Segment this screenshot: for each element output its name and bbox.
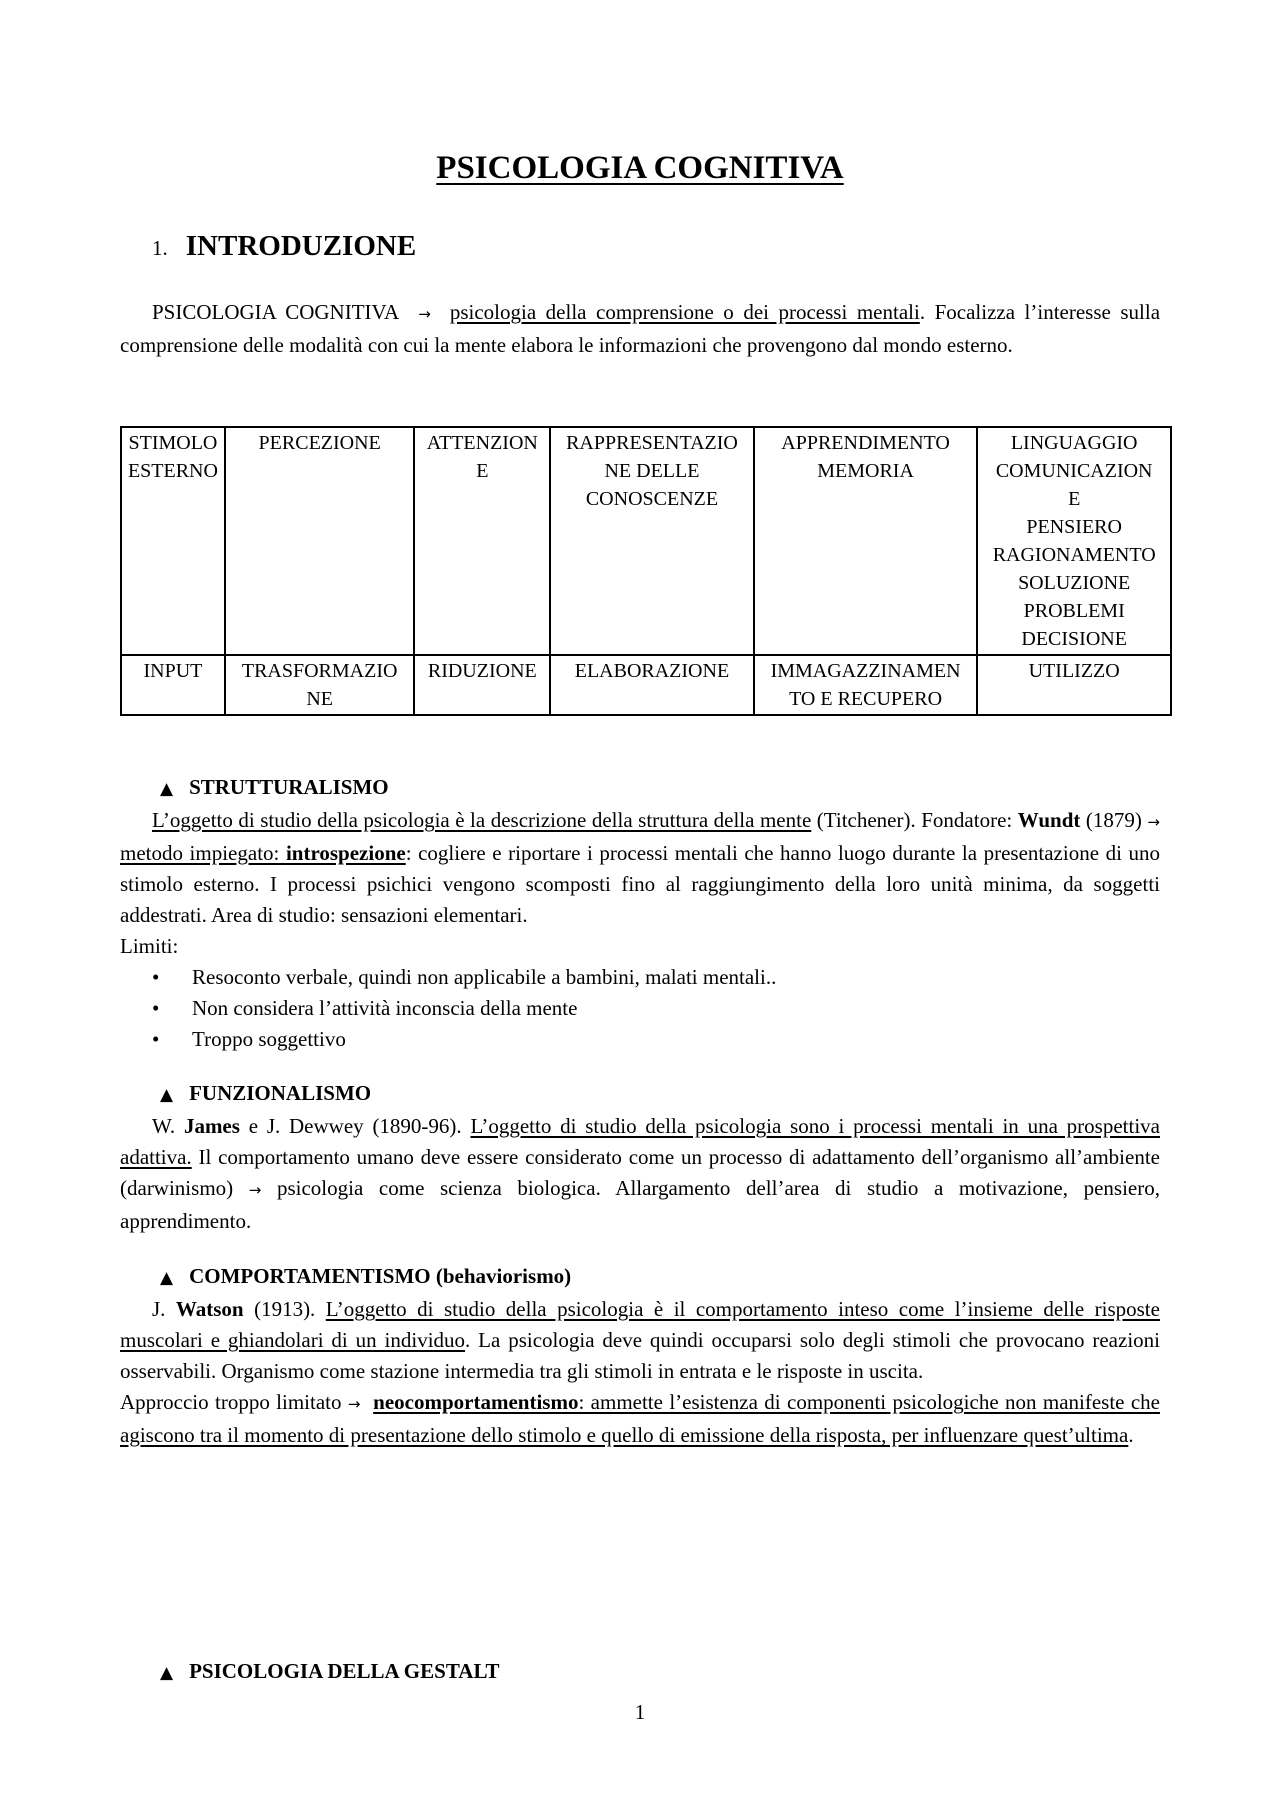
- cell-line: PERCEZIONE: [258, 432, 381, 454]
- heading-text: PSICOLOGIA DELLA GESTALT: [189, 1659, 500, 1683]
- cell-line: IMMAGAZZINAMEN: [770, 660, 961, 682]
- table-cell: [754, 427, 978, 655]
- cell-line: ELABORAZIONE: [574, 660, 730, 682]
- cell-line: INPUT: [143, 660, 203, 682]
- text-span: J.: [152, 1297, 176, 1321]
- cell-line: APPRENDIMENTO: [781, 432, 950, 454]
- arrow-icon: →: [347, 1395, 361, 1413]
- list-item: • Troppo soggettivo: [120, 1024, 1160, 1055]
- section-heading: [160, 1656, 1160, 1689]
- limits-label: Limiti:: [120, 934, 179, 958]
- text-span: . La psicologia deve quindi occuparsi solo degli stimoli che provocano reazioni osservabili. Organismo come stazione intermedia tra gli stimoli in entrata e le risposte in uscita.: [120, 1328, 1160, 1383]
- arrow-icon: →: [248, 1181, 262, 1199]
- text-span: Il comportamento umano deve essere considerato come un processo di adattamento dell’organismo all’ambiente (darwinismo): [120, 1145, 1160, 1200]
- bold-term: introspezione: [285, 841, 406, 865]
- table-cell: [121, 655, 225, 715]
- arrow-icon: →: [418, 305, 431, 323]
- cell-line: LINGUAGGIO: [1010, 432, 1138, 454]
- table-row-processes: [121, 427, 1171, 655]
- text-span: (Titchener). Fondatore:: [811, 808, 1018, 832]
- cell-line: PROBLEMI: [1023, 600, 1125, 622]
- cell-line: NE: [306, 688, 333, 710]
- underlined-text: L’oggetto di studio della psicologia è la descrizione della struttura della mente: [152, 808, 812, 832]
- cell-line: PENSIERO: [1026, 516, 1122, 538]
- cell-line: ESTERNO: [127, 460, 218, 482]
- triangle-bullet-icon: ▲: [160, 1085, 174, 1105]
- triangle-bullet-icon: ▲: [160, 1663, 174, 1683]
- text-span: psicologia come scienza biologica. Allargamento dell’area di studio a motivazione, pensiero, apprendimento.: [120, 1176, 1160, 1233]
- cell-line: TO E RECUPERO: [789, 688, 943, 710]
- bold-name: Watson: [175, 1297, 244, 1321]
- triangle-bullet-icon: ▲: [160, 779, 174, 799]
- text-span: : cogliere e riportare i processi mentali che hanno luogo durante la presentazione di uno stimolo esterno. I processi psichici vengono scomposti fino al raggiungimento della loro unità minima, da soggetti addestrati. Area di studio: sensazioni elementari.: [120, 841, 1160, 927]
- table-cell: [754, 655, 978, 715]
- text-span: (1879): [1080, 808, 1148, 832]
- section-heading-text: INTRODUZIONE: [185, 230, 417, 262]
- table-row-functions: [121, 655, 1171, 715]
- cell-line: SOLUZIONE: [1018, 572, 1131, 594]
- cell-line: COMUNICAZION: [995, 460, 1153, 482]
- cell-line: RIDUZIONE: [427, 660, 537, 682]
- cell-line: MEMORIA: [817, 460, 914, 482]
- cell-line: UTILIZZO: [1028, 660, 1120, 682]
- triangle-bullet-icon: ▲: [160, 1268, 174, 1288]
- section-strutturalismo: [120, 772, 1160, 1055]
- cell-line: NE DELLE: [604, 460, 700, 482]
- text-span: (1913).: [243, 1297, 326, 1321]
- cell-line: DECISIONE: [1021, 628, 1127, 650]
- table-cell: [977, 655, 1171, 715]
- bold-name: Wundt: [1017, 808, 1081, 832]
- strutturalismo-paragraph: [120, 805, 1160, 931]
- cognitive-process-table: [120, 426, 1172, 716]
- table-cell: [550, 427, 754, 655]
- intro-paragraph: [120, 297, 1160, 361]
- section-heading: [160, 1261, 1160, 1294]
- heading-text: STRUTTURALISMO: [189, 775, 389, 799]
- section-comportamentismo: [120, 1261, 1160, 1451]
- table-cell: [121, 427, 225, 655]
- section-gestalt: [120, 1656, 1160, 1689]
- intro-term: PSICOLOGIA COGNITIVA: [152, 300, 400, 324]
- table-cell: [225, 427, 415, 655]
- underlined-text: metodo impiegato:: [120, 841, 286, 865]
- funzionalismo-paragraph: [120, 1111, 1160, 1237]
- heading-text: COMPORTAMENTISMO (behaviorismo): [189, 1264, 572, 1288]
- underlined-text: : ammette l’esistenza di componenti psicologiche non manifeste che agiscono tra il momento di presentazione dello stimolo e quello di emissione della risposta, per influenzare quest’ultima: [120, 1390, 1160, 1447]
- comportamentismo-paragraph: [120, 1294, 1160, 1387]
- table-cell: [414, 427, 550, 655]
- bold-term: neocomportamentismo: [373, 1390, 579, 1414]
- limits-list: [120, 962, 1160, 1055]
- cell-line: E: [1068, 488, 1081, 510]
- section-heading: [160, 772, 1160, 805]
- section-heading-introduzione: [152, 230, 416, 263]
- cell-line: RAPPRESENTAZIO: [566, 432, 738, 454]
- text-span: e J. Dewwey (1890-96).: [239, 1114, 471, 1138]
- heading-text: FUNZIONALISMO: [189, 1081, 372, 1105]
- text-span: Approccio troppo limitato: [120, 1390, 348, 1414]
- cell-line: E: [476, 460, 489, 482]
- cell-line: RAGIONAMENTO: [992, 544, 1156, 566]
- page-title: PSICOLOGIA COGNITIVA: [436, 150, 844, 186]
- table-cell: [414, 655, 550, 715]
- section-number: 1.: [152, 236, 168, 260]
- table-cell: [550, 655, 754, 715]
- bold-name: James: [183, 1114, 240, 1138]
- list-item: • Non considera l’attività inconscia della mente: [120, 993, 1160, 1024]
- section-heading: [160, 1078, 1160, 1111]
- cell-line: ATTENZION: [426, 432, 538, 454]
- underlined-text: L’oggetto di studio della psicologia è il comportamento inteso come l’insieme delle risposte muscolari e ghiandolari di un individuo: [120, 1297, 1160, 1352]
- intro-rest: . Focalizza l’interesse sulla comprensione delle modalità con cui la mente elabora le informazioni che provengono dal mondo esterno.: [120, 300, 1161, 357]
- page-content: [120, 150, 1161, 1683]
- table-cell: [977, 427, 1171, 655]
- section-funzionalismo: [120, 1078, 1160, 1237]
- text-span: W.: [152, 1114, 184, 1138]
- arrow-icon: →: [1147, 813, 1160, 831]
- list-item: • Resoconto verbale, quindi non applicabile a bambini, malati mentali..: [120, 962, 1160, 993]
- table-cell: [225, 655, 415, 715]
- cell-line: STIMOLO: [128, 432, 218, 454]
- neocomportamentismo-paragraph: [120, 1387, 1160, 1451]
- cell-line: TRASFORMAZIO: [241, 660, 398, 682]
- cell-line: CONOSCENZE: [585, 488, 719, 510]
- underlined-text: L’oggetto di studio della psicologia sono i processi mentali in una prospettiva adattiva.: [120, 1114, 1160, 1169]
- intro-definition: psicologia della comprensione o dei processi mentali: [449, 300, 920, 324]
- text-span: .: [1128, 1423, 1134, 1447]
- page-number: 1: [634, 1700, 646, 1724]
